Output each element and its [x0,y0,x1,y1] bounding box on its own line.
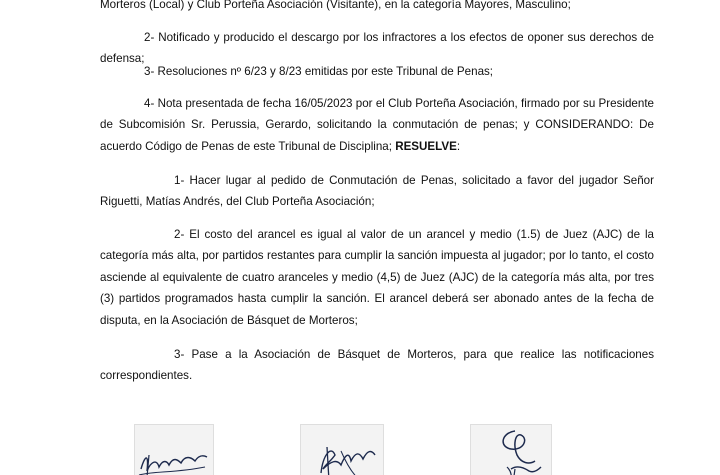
signature-right [470,424,552,475]
resuelve-heading: RESUELVE [395,139,457,153]
signature-middle-scribble [301,425,383,475]
resolution-item-2: 2- El costo del arancel es igual al valor de un arancel y medio (1.5) de Juez (AJC) de la categoría más alta, por partidos restantes para cumplir la sanción impuesta al jugador; por lo tanto, el costo asciende al equivalente de cuatro aranceles y medio (4,5) de Juez (AJC) de la categoría más alta, por tres (3) partidos programados hasta cumplir la sanción. El arancel deberá ser abonado antes de la fecha de disputa, en la Asociación de Básquet de Morteros; [100,228,654,327]
paragraph-item-4 [100,93,654,157]
signature-left [134,424,214,475]
paragraph-item-4-text: 4- Nota presentada de fecha 16/05/2023 por el Club Porteña Asociación, firmado por su Presidente de Subcomisión Sr. Perussia, Gerardo, solicitando la conmutación de penas; y CONSIDERANDO: De acuerdo Código de Penas de este Tribunal de Disciplina; [100,97,654,153]
paragraph-item-2: 2- Notificado y producido el descargo por los infractores a los efectos de oponer sus derechos de defensa; [100,31,654,66]
signature-right-scribble [471,425,551,475]
resolution-item-3: 3- Pase a la Asociación de Básquet de Morteros, para que realice las notificaciones correspondientes. [100,348,654,383]
signature-left-scribble [135,425,213,475]
paragraph-item-3: 3- Resoluciones nº 6/23 y 8/23 emitidas por este Tribunal de Penas; [144,65,494,78]
resolution-item-1: 1- Hacer lugar al pedido de Conmutación de Penas, solicitado a favor del jugador Señor Riguetti, Matías Andrés, del Club Porteña Asociación; [100,174,654,209]
paragraph-match-context: Morteros (Local) y Club Porteña Asociación (Visitante), en la categoría Mayores, Masculino; [100,0,571,11]
resuelve-colon: : [456,139,461,153]
signature-middle [300,424,384,475]
